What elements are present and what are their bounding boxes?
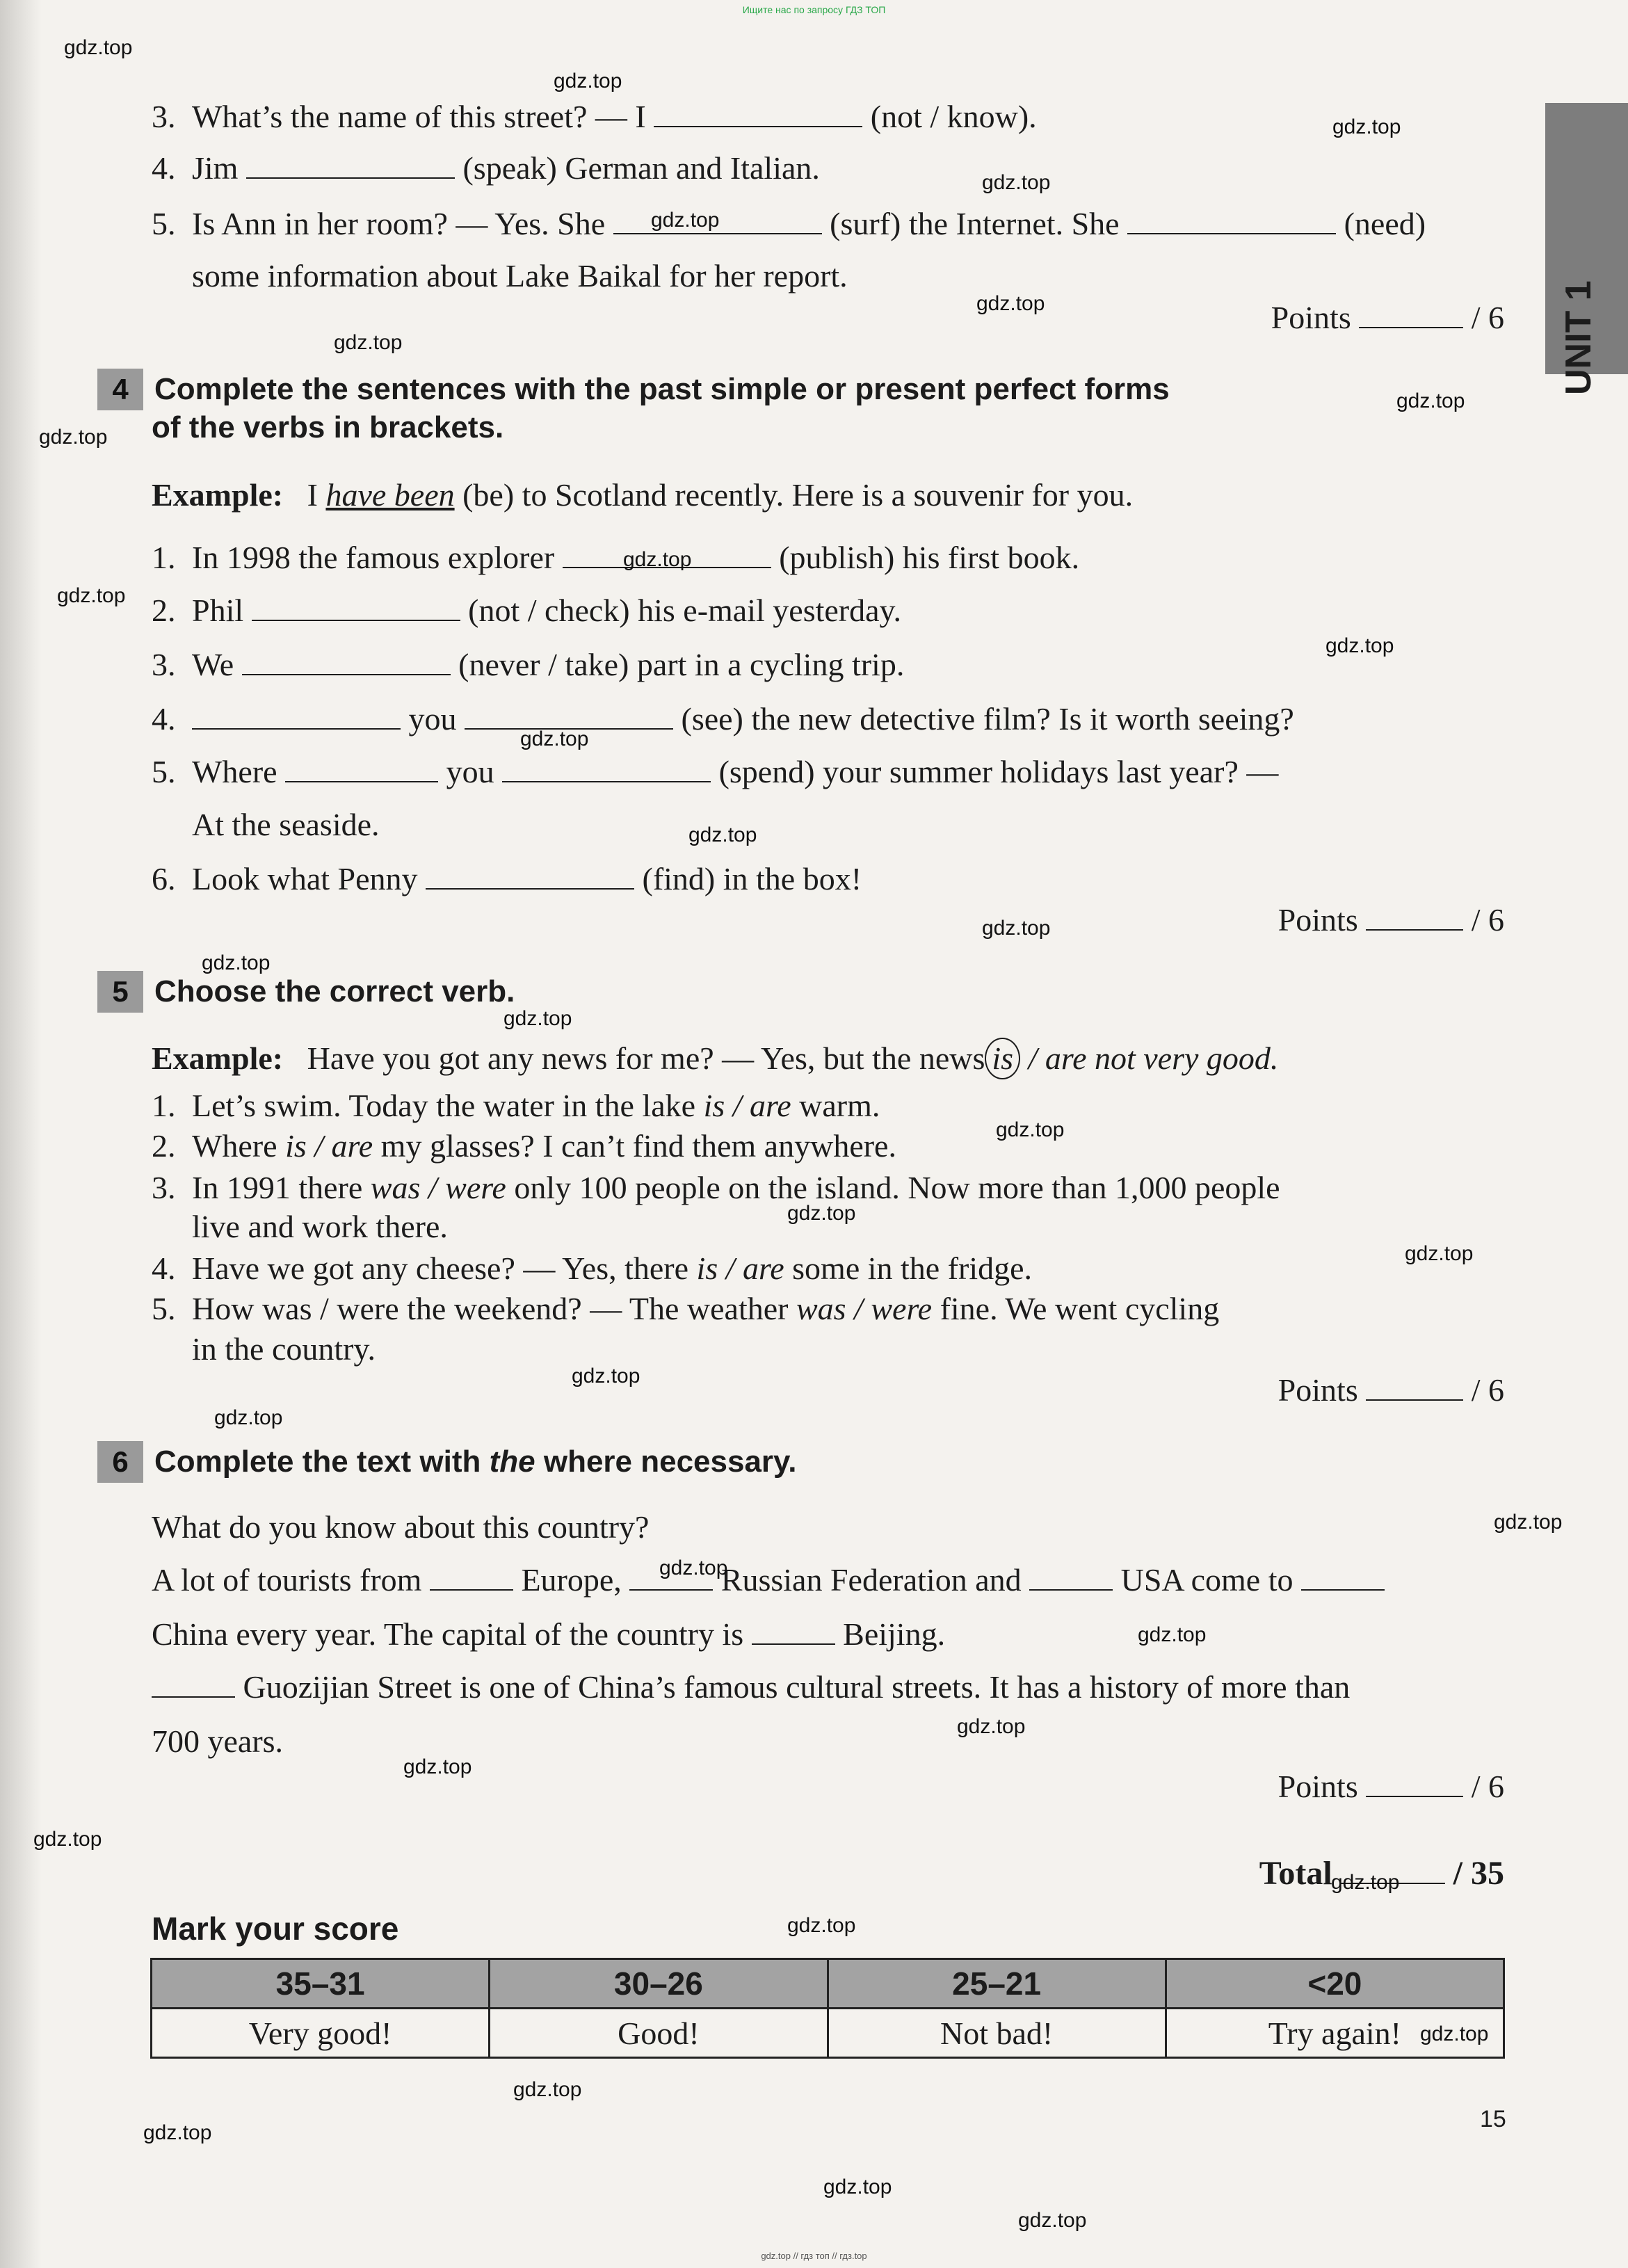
s6-question: What do you know about this country? <box>152 1509 650 1545</box>
watermark: gdz.top <box>823 2175 892 2198</box>
option[interactable]: are <box>331 1128 373 1164</box>
s4-item-4: 4. you (see) the new detective film? Is it worth seeing? <box>152 701 1294 737</box>
section-title: Complete the sentences with the past simple or present perfect forms <box>154 372 1170 406</box>
s5-item-5-cont: in the country. <box>192 1331 376 1367</box>
s6-line-3: Guozijian Street is one of China’s famous cultural streets. It has a history of more than <box>152 1668 1350 1707</box>
s6-line-2: China every year. The capital of the country is Beijing. <box>152 1616 946 1652</box>
section-number: 6 <box>97 1441 143 1483</box>
option[interactable]: were <box>445 1170 506 1205</box>
section-5-header <box>97 971 515 1013</box>
s5-item-2: 2. Where is / are my glasses? I can’t find them anywhere. <box>152 1128 896 1164</box>
score-table: 35–31 30–26 25–21 <20 Very good! Good! Not bad! Try again! <box>150 1958 1505 2059</box>
watermark: gdz.top <box>64 36 133 59</box>
section-title: Complete the text with the where necessary. <box>154 1445 797 1479</box>
option[interactable]: is <box>285 1128 307 1164</box>
section-6-header <box>97 1441 797 1483</box>
watermark: gdz.top <box>202 951 271 974</box>
watermark: gdz.top <box>976 292 1045 315</box>
watermark: gdz.top <box>554 70 622 93</box>
s4-item-5: 5. Where you (spend) your summer holidays last year? — <box>152 754 1279 789</box>
s5-example: Example: Have you got any news for me? — Yes, but the news is / are not very good. <box>152 1038 1278 1079</box>
watermark: gdz.top <box>787 1202 856 1225</box>
watermark: gdz.top <box>688 823 757 846</box>
bottom-note: gdz.top // гдз топ // гдз.top <box>761 2251 867 2261</box>
watermark: gdz.top <box>57 584 126 607</box>
watermark: gdz.top <box>1396 389 1465 412</box>
section-number: 5 <box>97 971 143 1013</box>
option[interactable]: are <box>750 1088 791 1123</box>
page-shadow <box>0 0 42 2268</box>
answer-blank[interactable] <box>1127 205 1336 234</box>
total-score: Total / 35 <box>1259 1855 1504 1892</box>
watermark: gdz.top <box>503 1007 572 1030</box>
page-number: 15 <box>1480 2106 1506 2132</box>
watermark: gdz.top <box>623 548 692 571</box>
s6-line-1: A lot of tourists from Europe, Russian Federation and USA come to <box>152 1561 1385 1600</box>
option[interactable]: is <box>696 1250 718 1286</box>
s6-line-4: 700 years. <box>152 1723 284 1759</box>
option[interactable]: was <box>796 1291 846 1326</box>
s4-example: Example: I have been (be) to Scotland recently. Here is a souvenir for you. <box>152 477 1134 513</box>
watermark: gdz.top <box>513 2078 582 2101</box>
watermark: gdz.top <box>33 1828 102 1851</box>
watermark: gdz.top <box>1420 2022 1489 2045</box>
watermark: gdz.top <box>1332 115 1401 138</box>
watermark: gdz.top <box>520 727 589 750</box>
s3-points: Points / 6 <box>1271 300 1504 335</box>
watermark: gdz.top <box>1405 1242 1474 1265</box>
s6-points: Points / 6 <box>1278 1769 1504 1804</box>
s5-item-3: 3. In 1991 there was / were only 100 people on the island. Now more than 1,000 people <box>152 1170 1280 1205</box>
option[interactable]: was <box>370 1170 421 1205</box>
watermark: gdz.top <box>982 917 1051 940</box>
s4-item-1: 1. In 1998 the famous explorer (publish) his first book. <box>152 540 1080 575</box>
s5-points: Points / 6 <box>1278 1372 1504 1408</box>
answer-blank[interactable] <box>246 150 455 179</box>
top-note: Ищите нас по запросу ГДЗ ТОП <box>742 4 886 15</box>
s4-item-6: 6. Look what Penny (find) in the box! <box>152 861 862 896</box>
mark-score-title: Mark your score <box>152 1911 399 1947</box>
s5-item-1: 1. Let’s swim. Today the water in the lake is / are warm. <box>152 1088 880 1123</box>
watermark: gdz.top <box>1138 1623 1207 1646</box>
s3-item-5-cont: some information about Lake Baikal for her report. <box>192 258 848 293</box>
s3-item-3: 3. What’s the name of this street? — I (not / know). <box>152 99 1037 134</box>
s5-item-3-cont: live and work there. <box>192 1209 448 1244</box>
section-4-header <box>97 369 1170 410</box>
watermark: gdz.top <box>1331 1871 1400 1894</box>
section-title: Choose the correct verb. <box>154 974 515 1008</box>
option[interactable]: is <box>703 1088 725 1123</box>
watermark: gdz.top <box>572 1365 640 1388</box>
s4-item-5-cont: At the seaside. <box>192 807 380 842</box>
watermark: gdz.top <box>403 1755 472 1778</box>
watermark: gdz.top <box>996 1118 1065 1141</box>
watermark: gdz.top <box>1494 1511 1563 1534</box>
unit-tab <box>1545 103 1628 395</box>
watermark: gdz.top <box>143 2121 212 2144</box>
answer-blank[interactable] <box>654 98 862 127</box>
watermark: gdz.top <box>334 331 403 354</box>
s4-item-3: 3. We (never / take) part in a cycling trip. <box>152 647 905 682</box>
s5-item-4: 4. Have we got any cheese? — Yes, there is / are some in the fridge. <box>152 1250 1033 1286</box>
watermark: gdz.top <box>982 171 1051 194</box>
unit-tab-label: UNIT 1 <box>1558 280 1599 395</box>
watermark: gdz.top <box>957 1715 1026 1738</box>
s5-item-5: 5. How was / were the weekend? — The weather was / were fine. We went cycling <box>152 1291 1220 1326</box>
s3-item-5: 5. Is Ann in her room? — Yes. She (surf) the Internet. She (need) <box>152 206 1426 241</box>
option[interactable]: are <box>743 1250 784 1286</box>
option[interactable]: were <box>871 1291 933 1326</box>
section-number: 4 <box>97 369 143 410</box>
section-title-cont: of the verbs in brackets. <box>152 410 504 444</box>
watermark: gdz.top <box>787 1914 856 1937</box>
s4-item-2: 2. Phil (not / check) his e-mail yesterday. <box>152 593 902 628</box>
watermark: gdz.top <box>214 1406 283 1429</box>
s4-points: Points / 6 <box>1278 902 1504 938</box>
watermark: gdz.top <box>659 1557 728 1579</box>
watermark: gdz.top <box>1325 634 1394 657</box>
watermark: gdz.top <box>39 426 108 449</box>
s3-item-4: 4. Jim (speak) German and Italian. <box>152 150 820 186</box>
watermark: gdz.top <box>651 209 720 232</box>
watermark: gdz.top <box>1018 2209 1087 2232</box>
